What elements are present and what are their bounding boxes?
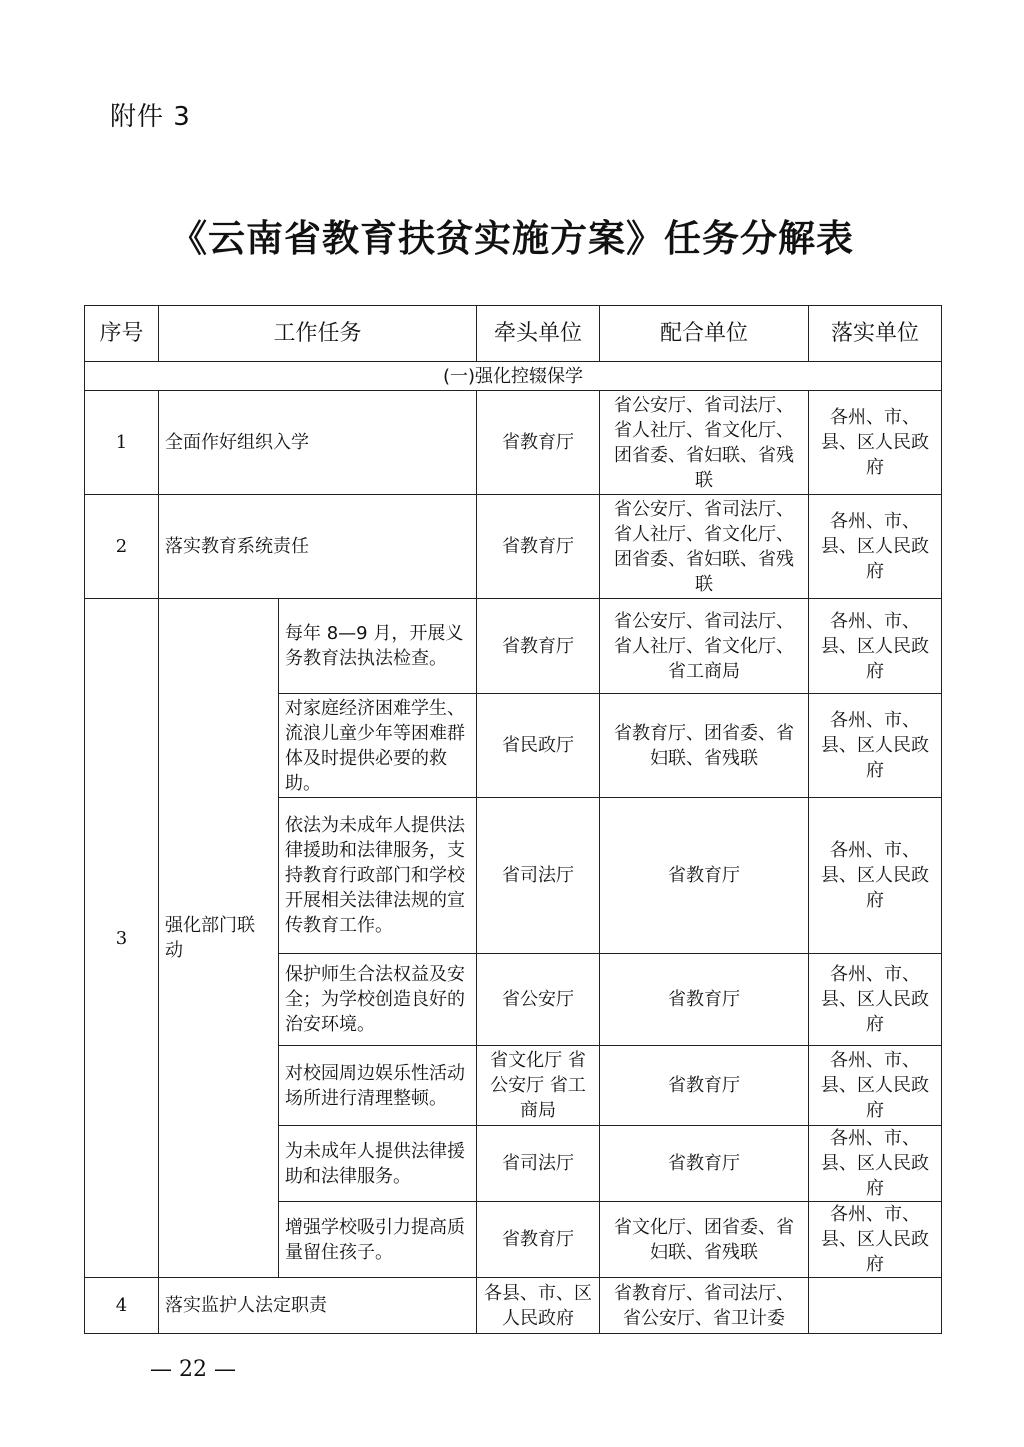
impl-cell: 各州、市、县、区人民政府 (809, 694, 942, 798)
section-row (85, 362, 942, 391)
impl-cell: 各州、市、县、区人民政府 (809, 391, 942, 495)
table-row (85, 495, 942, 599)
header-lead: 牵头单位 (477, 306, 600, 362)
task-cell: 落实监护人法定职责 (159, 1278, 477, 1334)
header-impl: 落实单位 (809, 306, 942, 362)
coop-cell: 省公安厅、省司法厅、省人社厅、省文化厅、团省委、省妇联、省残联 (600, 391, 809, 495)
table-row (85, 391, 942, 495)
header-task: 工作任务 (159, 306, 477, 362)
table-row (85, 599, 942, 694)
coop-cell: 省教育厅 (600, 1126, 809, 1202)
subtask-cell: 每年 8—9 月，开展义务教育法执法检查。 (279, 599, 477, 694)
impl-cell: 各州、市、县、区人民政府 (809, 954, 942, 1046)
document-title: 《云南省教育扶贫实施方案》任务分解表 (170, 217, 854, 260)
subtask-cell: 保护师生合法权益及安全；为学校创造良好的治安环境。 (279, 954, 477, 1046)
coop-cell: 省教育厅 (600, 798, 809, 954)
coop-cell: 省公安厅、省司法厅、省人社厅、省文化厅、团省委、省妇联、省残联 (600, 495, 809, 599)
coop-cell: 省教育厅、省司法厅、省公安厅、省卫计委 (600, 1278, 809, 1334)
subtask-cell: 对家庭经济困难学生、流浪儿童少年等困难群体及时提供必要的救助。 (279, 694, 477, 798)
impl-cell: 各州、市、县、区人民政府 (809, 495, 942, 599)
impl-cell: 各州、市、县、区人民政府 (809, 798, 942, 954)
coop-cell: 省教育厅 (600, 954, 809, 1046)
subtask-cell: 对校园周边娱乐性活动场所进行清理整顿。 (279, 1046, 477, 1126)
attachment-label: 附件 3 (110, 102, 191, 132)
task-cell: 全面作好组织入学 (159, 391, 477, 495)
lead-cell: 省教育厅 (477, 495, 600, 599)
header-coop: 配合单位 (600, 306, 809, 362)
lead-cell: 省司法厅 (477, 1126, 600, 1202)
impl-cell: 各州、市、县、区人民政府 (809, 1202, 942, 1278)
row-number: 3 (85, 599, 159, 1278)
impl-cell: 各州、市、县、区人民政府 (809, 599, 942, 694)
coop-cell: 省教育厅、团省委、省妇联、省残联 (600, 694, 809, 798)
subtask-cell: 依法为未成年人提供法律援助和法律服务，支持教育行政部门和学校开展相关法律法规的宣传教育工作。 (279, 798, 477, 954)
lead-cell: 省文化厅 省公安厅 省工商局 (477, 1046, 600, 1126)
impl-cell: 各州、市、县、区人民政府 (809, 1126, 942, 1202)
task-cell: 强化部门联动 (159, 599, 279, 1278)
lead-cell: 省教育厅 (477, 391, 600, 495)
table-header-row (85, 306, 942, 362)
row-number: 2 (85, 495, 159, 599)
table-row (85, 1278, 942, 1334)
page-number: — 22 — (150, 1357, 236, 1382)
coop-cell: 省公安厅、省司法厅、省人社厅、省文化厅、省工商局 (600, 599, 809, 694)
row-number: 1 (85, 391, 159, 495)
lead-cell: 省教育厅 (477, 599, 600, 694)
section-title: (一)强化控辍保学 (85, 362, 942, 391)
header-no: 序号 (85, 306, 159, 362)
task-cell: 落实教育系统责任 (159, 495, 477, 599)
subtask-cell: 为未成年人提供法律援助和法律服务。 (279, 1126, 477, 1202)
row-number: 4 (85, 1278, 159, 1334)
lead-cell: 省公安厅 (477, 954, 600, 1046)
coop-cell: 省教育厅 (600, 1046, 809, 1126)
task-table (84, 305, 942, 1334)
subtask-cell: 增强学校吸引力提高质量留住孩子。 (279, 1202, 477, 1278)
lead-cell: 省教育厅 (477, 1202, 600, 1278)
lead-cell: 省司法厅 (477, 798, 600, 954)
coop-cell: 省文化厅、团省委、省妇联、省残联 (600, 1202, 809, 1278)
lead-cell: 各县、市、区人民政府 (477, 1278, 600, 1334)
lead-cell: 省民政厅 (477, 694, 600, 798)
impl-cell (809, 1278, 942, 1334)
impl-cell: 各州、市、县、区人民政府 (809, 1046, 942, 1126)
